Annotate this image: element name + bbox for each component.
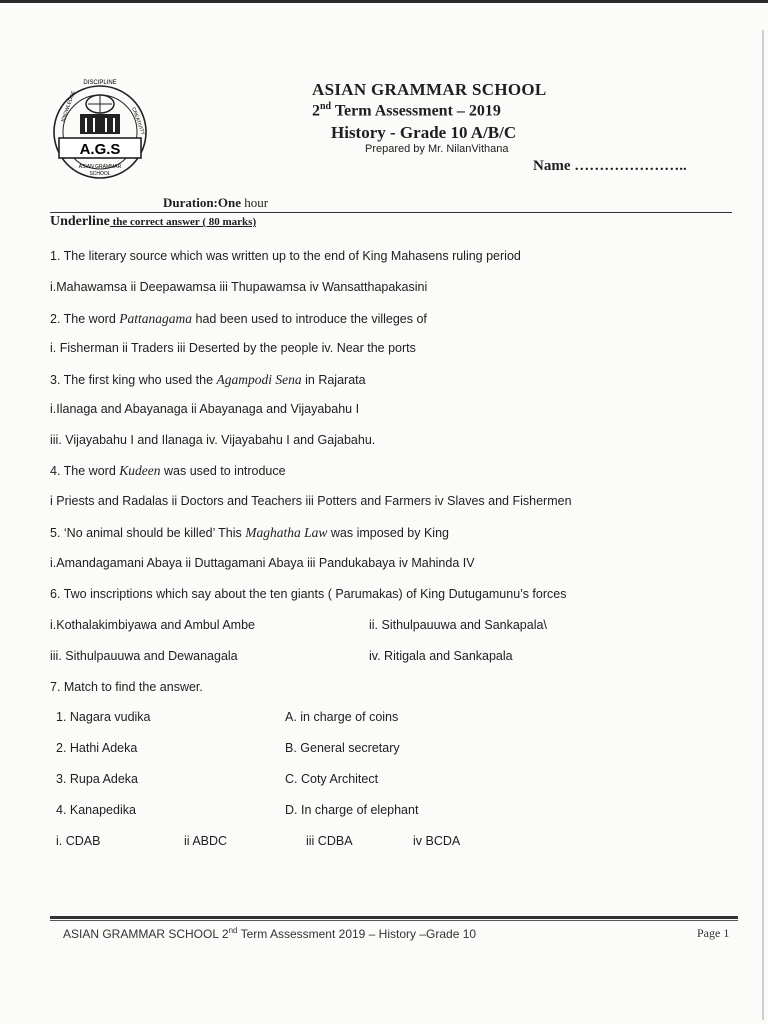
match-left-3: 3. Rupa Adeka [56,772,139,786]
svg-text:DISCIPLINE: DISCIPLINE [83,80,117,86]
match-right-d: D. In charge of elephant [285,803,419,817]
question-5-options: i.Amandagamani Abaya ii Duttagamani Abaya iii Pandukabaya iv Mahinda IV [50,556,475,570]
question-1: 1. The literary source which was written up to the end of King Mahasens ruling period [50,249,521,263]
match-left-2: 2. Hathi Adeka [56,741,138,755]
footer-text: ASIAN GRAMMAR SCHOOL 2nd Term Assessment 2019 – History –Grade 10 [63,926,477,941]
header-rule [50,212,732,213]
question-4-options: i Priests and Radalas ii Doctors and Teachers iii Potters and Farmers iv Slaves and Fishermen [50,494,572,508]
question-3: 3. The first king who used the Agampodi Sena in Rajarata [50,372,366,387]
answer-option-3: iii CDBA [306,834,353,848]
question-3-options-a: i.Ilanaga and Abayanaga ii Abayanaga and Vijayabahu I [50,402,360,416]
answer-option-1: i. CDAB [56,834,101,848]
question-5: 5. ‘No animal should be killed’ This Maghatha Law was imposed by King [50,525,449,540]
svg-text:CREATIVITY: CREATIVITY [130,106,146,137]
question-2: 2. The word Pattanagama had been used to introduce the villeges of [50,311,427,326]
question-3-options-b: iii. Vijayabahu I and Ilanaga iv. Vijayabahu I and Gajabahu. [50,433,376,447]
footer-rule-thin [50,920,738,921]
question-2-options: i. Fisherman ii Traders iii Deserted by the people iv. Near the ports [50,341,416,355]
question-6-option-1: i.Kothalakimbiyawa and Ambul Ambe [50,618,255,632]
match-right-b: B. General secretary [285,741,400,755]
svg-text:SCHOOL: SCHOOL [89,171,111,177]
duration: Duration:One hour [163,195,269,210]
match-right-c: C. Coty Architect [285,772,379,786]
match-left-4: 4. Kanapedika [56,803,136,817]
svg-text:A.G.S: A.G.S [79,141,121,158]
question-6-option-2: ii. Sithulpauuwa and Sankapala\ [369,618,547,632]
answer-option-2: ii ABDC [184,834,228,848]
question-6: 6. Two inscriptions which say about the ten giants ( Parumakas) of King Dutugamunu’s forces [50,587,567,601]
prepared-by: Prepared by Mr. NilanVithana [365,143,509,155]
match-left-1: 1. Nagara vudika [56,710,151,724]
name-field: Name ………………….. [533,158,687,174]
school-title: ASIAN GRAMMAR SCHOOL [312,80,547,99]
instruction: Underline the correct answer ( 80 marks) [50,214,257,229]
question-6-option-3: iii. Sithulpauuwa and Dewanagala [50,649,238,663]
top-border [0,0,768,3]
svg-text:ASIAN GRAMMAR: ASIAN GRAMMAR [78,164,122,170]
question-4: 4. The word Kudeen was used to introduce [50,463,286,478]
question-7: 7. Match to find the answer. [50,680,203,694]
match-right-a: A. in charge of coins [285,710,399,724]
question-6-option-4: iv. Ritigala and Sankapala [369,649,513,663]
subject-title: History - Grade 10 A/B/C [331,123,517,142]
answer-option-4: iv BCDA [413,834,461,848]
svg-text:KNOWLEDGE: KNOWLEDGE [60,90,78,123]
footer-rule [50,916,738,919]
question-1-options: i.Mahawamsa ii Deepawamsa iii Thupawamsa iv Wansatthapakasini [50,280,428,294]
term-title: 2nd Term Assessment – 2019 [312,101,501,120]
school-logo [50,72,150,196]
page-number: Page 1 [697,926,730,940]
page-edge [762,30,764,1020]
